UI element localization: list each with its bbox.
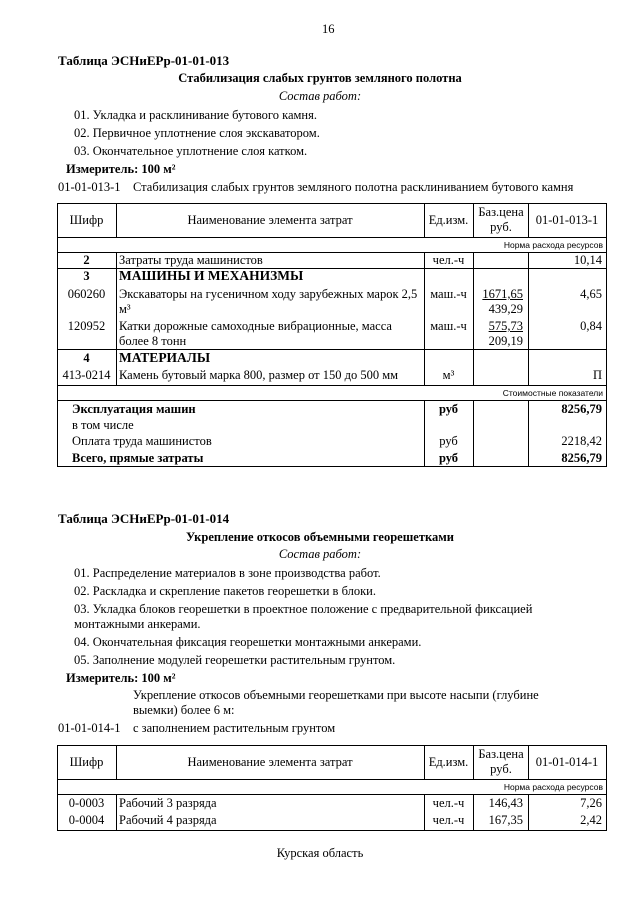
scope-item: 05. Заполнение модулей георешетки растительным грунтом. <box>74 653 396 667</box>
group-description: выемки) более 6 м: <box>133 703 235 717</box>
row-value: П <box>592 368 602 382</box>
norm-label: Норма расхода ресурсов <box>503 782 603 792</box>
column-header-unit: Ед.изм. <box>428 213 469 227</box>
row-value: 2,42 <box>580 813 602 827</box>
column-header-price: Баз.цена руб. <box>478 205 524 234</box>
row-value: 0,84 <box>580 319 602 333</box>
cost-label: Стоимостные показатели <box>502 388 603 398</box>
row-value: 10,14 <box>573 253 602 267</box>
row-code: 0-0004 <box>68 813 105 827</box>
row-code: 060260 <box>67 287 106 301</box>
row-unit: маш.-ч <box>430 319 467 333</box>
column-header-norm: 01-01-014-1 <box>535 755 599 769</box>
total-value: 8256,79 <box>561 402 602 416</box>
item-description: с заполнением растительным грунтом <box>133 721 336 735</box>
total-value: 2218,42 <box>561 434 602 448</box>
scope-item: 02. Первичное уплотнение слоя экскаватором. <box>74 126 320 140</box>
row-code: 120952 <box>67 319 106 333</box>
table-code: Таблица ЭСНиЕРр-01-01-013 <box>58 53 230 68</box>
page-number: 16 <box>322 22 335 36</box>
total-name: Эксплуатация машин <box>72 402 196 416</box>
column-header-name: Наименование элемента затрат <box>187 755 353 769</box>
total-unit: руб <box>438 402 459 416</box>
scope-item: 03. Окончательное уплотнение слоя катком. <box>74 144 308 158</box>
footer-region: Курская область <box>276 846 364 860</box>
row-code: 0-0003 <box>68 796 105 810</box>
meter: Измеритель: 100 м² <box>66 162 176 176</box>
row-unit: м³ <box>442 368 455 382</box>
scope-heading: Состав работ: <box>278 89 362 103</box>
item-code: 01-01-013-1 <box>58 180 121 194</box>
row-unit: чел.-ч <box>432 813 465 827</box>
column-header-name: Наименование элемента затрат <box>187 213 353 227</box>
total-name: в том числе <box>72 418 134 432</box>
row-name: Экскаваторы на гусеничном ходу зарубежных марок 2,5 м³ <box>119 287 418 316</box>
row-name: Затраты труда машинистов <box>119 253 263 267</box>
column-header-code: Шифр <box>69 755 104 769</box>
column-header-norm: 01-01-013-1 <box>535 213 599 227</box>
column-header-unit: Ед.изм. <box>428 755 469 769</box>
row-value: 7,26 <box>580 796 602 810</box>
scope-item: 04. Окончательная фиксация георешетки монтажными анкерами. <box>74 635 422 649</box>
row-price: 146,43 <box>488 796 523 810</box>
scope-item: монтажными анкерами. <box>74 617 201 631</box>
total-value: 8256,79 <box>561 451 602 465</box>
scope-item: 03. Укладка блоков георешетки в проектное положение с предварительной фиксацией <box>74 602 533 616</box>
scope-item: 01. Распределение материалов в зоне производства работ. <box>74 566 381 580</box>
scope-heading: Состав работ: <box>278 547 362 561</box>
row-unit: маш.-ч <box>430 287 467 301</box>
row-price: 1671,65 <box>482 287 523 301</box>
item-code: 01-01-014-1 <box>58 721 121 735</box>
table-code: Таблица ЭСНиЕРр-01-01-014 <box>58 511 230 526</box>
section-code: 4 <box>83 351 90 365</box>
norm-label: Норма расхода ресурсов <box>503 240 603 250</box>
row-unit: чел.-ч <box>432 796 465 810</box>
total-unit: руб <box>439 434 458 448</box>
row-name: Рабочий 3 разряда <box>119 796 217 810</box>
total-name: Оплата труда машинистов <box>72 434 212 448</box>
row-price-secondary: 209,19 <box>488 334 523 348</box>
section-title: МАТЕРИАЛЫ <box>119 350 211 365</box>
column-header-code: Шифр <box>69 213 104 227</box>
table-title: Укрепление откосов объемными георешетками <box>186 530 454 544</box>
row-name: Катки дорожные самоходные вибрационные, масса более 8 тонн <box>119 319 392 348</box>
row-unit: чел.-ч <box>432 253 465 267</box>
row-code: 413-0214 <box>62 368 111 382</box>
section-title: МАШИНЫ И МЕХАНИЗМЫ <box>119 268 304 283</box>
scope-item: 02. Раскладка и скрепление пакетов георешетки в блоки. <box>74 584 376 598</box>
row-price-secondary: 439,29 <box>488 302 523 316</box>
table-title: Стабилизация слабых грунтов земляного полотна <box>178 71 462 85</box>
item-description: Стабилизация слабых грунтов земляного полотна расклиниванием бутового камня <box>133 180 574 194</box>
section-code: 3 <box>83 269 90 283</box>
total-name: Всего, прямые затраты <box>72 451 204 465</box>
row-name: Камень бутовый марка 800, размер от 150 до 500 мм <box>119 368 399 382</box>
row-name: Рабочий 4 разряда <box>119 813 217 827</box>
group-description: Укрепление откосов объемными георешетками при высоте насыпи (глубине <box>133 688 539 702</box>
column-header-price: Баз.цена руб. <box>478 747 524 776</box>
row-price: 575,73 <box>488 319 523 333</box>
total-unit: руб <box>438 451 459 465</box>
row-price: 167,35 <box>488 813 523 827</box>
meter: Измеритель: 100 м² <box>66 671 176 685</box>
scope-item: 01. Укладка и расклинивание бутового камня. <box>74 108 317 122</box>
row-value: 4,65 <box>580 287 602 301</box>
row-code: 2 <box>83 253 90 267</box>
